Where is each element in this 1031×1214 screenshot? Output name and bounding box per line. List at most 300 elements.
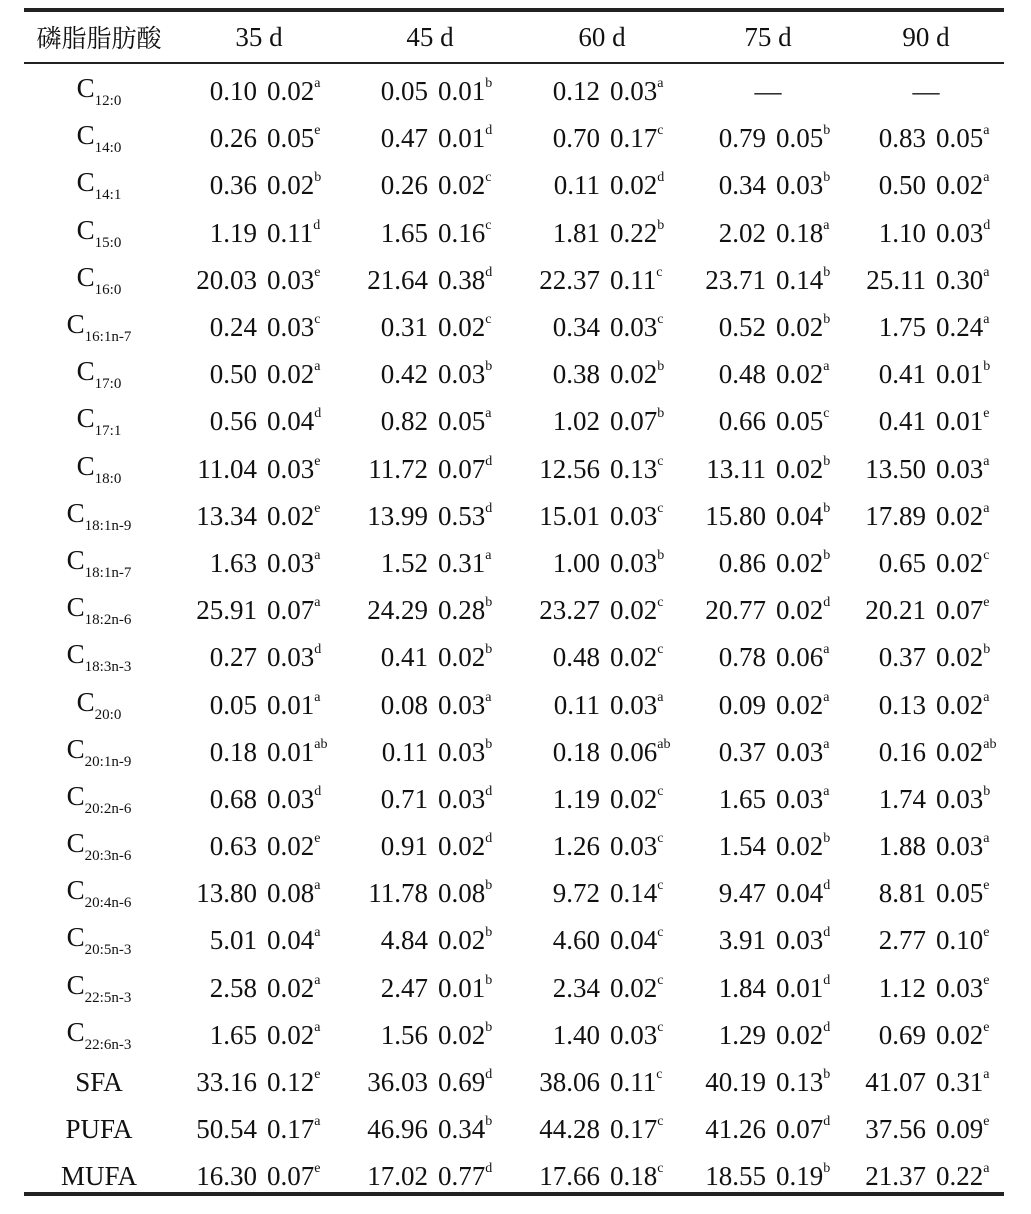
mean-value: 11.04: [197, 453, 257, 484]
sem-value: 0.11: [610, 264, 657, 295]
sem-group: [766, 406, 848, 437]
mean-value: 0.63: [209, 831, 257, 862]
sem-value: 0.02: [438, 642, 486, 673]
mean-value: 0.50: [878, 170, 926, 201]
mean-value: 15.80: [705, 500, 766, 531]
value-cell: [344, 68, 516, 115]
table-row: [24, 1012, 1004, 1059]
sem-value: 0.19: [776, 1161, 824, 1192]
sem-group: [428, 1161, 510, 1192]
sem-value: 0.11: [610, 1067, 657, 1098]
value-cell: [688, 587, 848, 634]
sem-group: [428, 784, 510, 815]
sem-value: 0.06: [610, 736, 658, 767]
significance-letter: c: [656, 1067, 663, 1083]
mean-value: 1.26: [552, 831, 600, 862]
sem-group: [428, 218, 510, 249]
sem-group: [257, 831, 339, 862]
value-cell: [174, 1106, 344, 1153]
sem-value: 0.03: [776, 736, 824, 767]
fatty-acid-base: MUFA: [60, 1161, 138, 1192]
mean-value: 0.13: [878, 689, 926, 720]
mean-value: 38.06: [539, 1067, 600, 1098]
sem-value: 0.02: [438, 170, 486, 201]
mean-value: 0.36: [209, 170, 257, 201]
sem-value: 0.12: [267, 1067, 315, 1098]
significance-letter: c: [657, 925, 664, 941]
sem-value: 0.01: [267, 689, 315, 720]
value-cell: [848, 1106, 1004, 1153]
significance-letter: a: [314, 1114, 321, 1130]
sem-value: 0.03: [610, 1019, 658, 1050]
fatty-acid-base: PUFA: [65, 1114, 133, 1145]
value-cell: [848, 540, 1004, 587]
sem-value: 0.07: [936, 595, 984, 626]
sem-group: [428, 501, 510, 532]
sem-value: 0.14: [776, 264, 824, 295]
significance-letter: e: [314, 453, 321, 469]
table-row: [24, 493, 1004, 540]
mean-value: 1.84: [718, 972, 766, 1003]
sem-value: 0.16: [438, 217, 486, 248]
significance-letter: a: [823, 689, 830, 705]
significance-letter: a: [657, 689, 664, 705]
significance-letter: c: [657, 831, 664, 847]
header-fatty-acid: 磷脂脂肪酸: [36, 24, 162, 53]
sem-value: 0.01: [936, 359, 984, 390]
significance-letter: d: [823, 878, 831, 894]
mean-value: 0.08: [380, 689, 428, 720]
mean-value: 41.26: [705, 1114, 766, 1145]
sem-value: 0.02: [610, 783, 658, 814]
sem-group: [600, 878, 682, 909]
fatty-acid-base: C: [66, 875, 85, 906]
mean-value: 0.71: [380, 783, 428, 814]
value-cell: [688, 1153, 848, 1200]
significance-letter: e: [983, 1114, 990, 1130]
sem-group: [926, 595, 1008, 626]
fatty-acid-subscript: 20:3n-6: [84, 848, 132, 865]
sem-group: [926, 406, 1008, 437]
value-cell: [174, 115, 344, 162]
mean-value: 4.60: [552, 925, 600, 956]
mean-value: 0.18: [552, 736, 600, 767]
sem-group: [926, 170, 1008, 201]
value-cell: [174, 351, 344, 398]
mean-value: 1.10: [878, 217, 926, 248]
sem-value: 0.02: [776, 689, 824, 720]
value-cell: [174, 917, 344, 964]
value-cell: [688, 634, 848, 681]
significance-letter: a: [983, 123, 990, 139]
table-row: [24, 776, 1004, 823]
sem-group: [766, 595, 848, 626]
mean-value: 1.19: [209, 217, 257, 248]
fatty-acid-base: C: [76, 450, 95, 481]
significance-letter: a: [983, 500, 990, 516]
fatty-acid-subscript: 14:0: [94, 140, 122, 157]
sem-value: 0.08: [438, 878, 486, 909]
sem-value: 0.03: [267, 642, 315, 673]
value-cell: [516, 1059, 688, 1106]
sem-group: [257, 265, 339, 296]
no-data-dash: —: [754, 76, 782, 107]
sem-group: [926, 265, 1008, 296]
value-cell: [688, 304, 848, 351]
value-cell: [516, 1153, 688, 1200]
value-cell: [344, 257, 516, 304]
sem-value: 0.14: [610, 878, 658, 909]
value-cell: [516, 446, 688, 493]
significance-letter: c: [657, 500, 664, 516]
sem-value: 0.01: [438, 972, 486, 1003]
table-row: [24, 1059, 1004, 1106]
sem-value: 0.03: [438, 783, 486, 814]
sem-group: [428, 925, 510, 956]
sem-group: [766, 548, 848, 579]
mean-value: 8.81: [878, 878, 926, 909]
significance-letter: b: [485, 1114, 493, 1130]
sem-value: 0.31: [438, 547, 486, 578]
mean-value: 1.52: [380, 547, 428, 578]
value-cell: [688, 115, 848, 162]
value-cell: [344, 729, 516, 776]
sem-value: 0.02: [936, 500, 984, 531]
fatty-acid-base: C: [76, 261, 95, 292]
value-cell: [174, 398, 344, 445]
mean-value: 23.71: [705, 264, 766, 295]
fatty-acid-name: [24, 587, 174, 634]
sem-group: [766, 501, 848, 532]
table-row: [24, 351, 1004, 398]
sem-value: 0.69: [438, 1067, 486, 1098]
mean-value: 13.34: [196, 500, 257, 531]
significance-letter: e: [983, 1019, 990, 1035]
mean-value: 0.26: [209, 123, 257, 154]
value-cell: [848, 729, 1004, 776]
value-cell: [344, 446, 516, 493]
value-cell: [848, 965, 1004, 1012]
mean-value: 11.72: [368, 453, 428, 484]
value-cell: [848, 351, 1004, 398]
mean-value: 2.02: [718, 217, 766, 248]
mean-value: 4.84: [380, 925, 428, 956]
sem-value: 0.03: [936, 972, 984, 1003]
significance-letter: e: [314, 500, 321, 516]
significance-letter: ab: [983, 736, 997, 752]
significance-letter: b: [657, 217, 665, 233]
value-cell: [688, 162, 848, 209]
mean-value: 21.64: [367, 264, 428, 295]
value-cell: [848, 634, 1004, 681]
sem-value: 0.02: [267, 831, 315, 862]
mean-value: 2.47: [380, 972, 428, 1003]
value-cell: [848, 1059, 1004, 1106]
sem-group: [428, 548, 510, 579]
sem-group: [428, 831, 510, 862]
fatty-acid-base: SFA: [75, 1067, 123, 1098]
sem-group: [600, 831, 682, 862]
fatty-acid-subscript: 18:1n-7: [84, 564, 132, 581]
fatty-acid-name: [24, 540, 174, 587]
fatty-acid-name: [24, 1059, 174, 1106]
mean-value: 0.24: [209, 312, 257, 343]
sem-group: [926, 548, 1008, 579]
fatty-acid-name: [24, 965, 174, 1012]
value-cell: [848, 304, 1004, 351]
value-cell: [516, 1012, 688, 1059]
significance-letter: e: [983, 878, 990, 894]
significance-letter: b: [485, 595, 493, 611]
sem-value: 0.18: [610, 1161, 658, 1192]
value-cell: [848, 115, 1004, 162]
fatty-acid-subscript: 20:0: [94, 706, 122, 723]
sem-value: 0.03: [438, 736, 486, 767]
value-cell: [688, 351, 848, 398]
sem-value: 0.03: [936, 453, 984, 484]
sem-value: 0.22: [936, 1161, 984, 1192]
sem-value: 0.02: [610, 595, 658, 626]
mean-value: 0.16: [878, 736, 926, 767]
sem-value: 0.02: [438, 1019, 486, 1050]
value-cell: [344, 540, 516, 587]
sem-value: 0.03: [776, 170, 824, 201]
significance-letter: c: [657, 1114, 664, 1130]
mean-value: 21.37: [865, 1161, 926, 1192]
sem-group: [926, 737, 1008, 768]
significance-letter: d: [823, 972, 831, 988]
significance-letter: a: [485, 689, 492, 705]
mean-value: 0.11: [553, 170, 600, 201]
sem-group: [428, 312, 510, 343]
fatty-acid-name: [24, 446, 174, 493]
significance-letter: b: [823, 312, 831, 328]
sem-group: [257, 123, 339, 154]
mean-value: 0.48: [552, 642, 600, 673]
significance-letter: a: [983, 1161, 990, 1177]
sem-value: 0.04: [776, 500, 824, 531]
sem-group: [428, 454, 510, 485]
header-day-90: 90 d: [902, 21, 950, 52]
significance-letter: b: [823, 547, 831, 563]
fatty-acid-subscript: 20:4n-6: [84, 895, 132, 912]
significance-letter: b: [485, 642, 493, 658]
header-row: [24, 12, 1004, 62]
fatty-acid-subscript: 17:0: [94, 376, 122, 393]
value-cell: [516, 162, 688, 209]
sem-value: 0.02: [267, 500, 315, 531]
sem-group: [257, 76, 339, 107]
sem-value: 0.10: [936, 925, 984, 956]
significance-letter: d: [485, 453, 493, 469]
sem-value: 0.02: [776, 1019, 824, 1050]
value-cell: [174, 446, 344, 493]
sem-group: [257, 312, 339, 343]
sem-group: [926, 973, 1008, 1004]
table-row: [24, 68, 1004, 115]
table-row: [24, 115, 1004, 162]
sem-group: [600, 1020, 682, 1051]
mean-value: 0.11: [553, 689, 600, 720]
sem-value: 0.02: [267, 76, 315, 107]
mean-value: 1.56: [380, 1019, 428, 1050]
value-cell: [516, 870, 688, 917]
mean-value: 0.34: [718, 170, 766, 201]
mean-value: 2.58: [209, 972, 257, 1003]
significance-letter: a: [314, 76, 321, 92]
table-row: [24, 446, 1004, 493]
sem-group: [926, 925, 1008, 956]
sem-value: 0.05: [776, 123, 824, 154]
sem-value: 0.77: [438, 1161, 486, 1192]
value-cell: [516, 917, 688, 964]
fatty-acid-base: C: [66, 780, 85, 811]
table-header: [24, 12, 1004, 62]
mean-value: 1.88: [878, 831, 926, 862]
header-day-60: 60 d: [578, 21, 626, 52]
mean-value: 0.41: [878, 359, 926, 390]
sem-group: [257, 454, 339, 485]
value-cell: [848, 162, 1004, 209]
mean-value: 18.55: [705, 1161, 766, 1192]
fatty-acid-name: [24, 1012, 174, 1059]
significance-letter: e: [314, 831, 321, 847]
significance-letter: d: [485, 1161, 493, 1177]
fatty-acid-base: C: [76, 167, 95, 198]
sem-group: [926, 642, 1008, 673]
value-cell: [516, 115, 688, 162]
fatty-acid-subscript: 20:2n-6: [84, 800, 132, 817]
sem-group: [766, 784, 848, 815]
significance-letter: e: [314, 123, 321, 139]
sem-group: [428, 359, 510, 390]
fatty-acid-base: C: [76, 120, 95, 151]
value-cell: [848, 681, 1004, 728]
sem-value: 0.07: [776, 1114, 824, 1145]
significance-letter: b: [823, 453, 831, 469]
fatty-acid-name: [24, 1153, 174, 1200]
significance-letter: e: [983, 925, 990, 941]
sem-group: [257, 1020, 339, 1051]
value-cell: [174, 729, 344, 776]
sem-value: 0.03: [267, 312, 315, 343]
significance-letter: d: [485, 783, 493, 799]
sem-value: 0.02: [936, 642, 984, 673]
sem-group: [926, 1020, 1008, 1051]
sem-value: 0.17: [610, 123, 658, 154]
mean-value: 0.65: [878, 547, 926, 578]
significance-letter: d: [314, 642, 322, 658]
table-row: [24, 965, 1004, 1012]
sem-group: [766, 642, 848, 673]
mean-value: 0.05: [380, 76, 428, 107]
value-cell: [688, 917, 848, 964]
significance-letter: b: [823, 264, 831, 280]
sem-group: [600, 1114, 682, 1145]
mean-value: 20.77: [705, 595, 766, 626]
value-cell: [688, 68, 848, 115]
fatty-acid-base: C: [76, 686, 95, 717]
sem-group: [926, 359, 1008, 390]
sem-value: 0.02: [610, 972, 658, 1003]
sem-group: [600, 76, 682, 107]
fatty-acid-name: [24, 304, 174, 351]
sem-value: 0.02: [267, 170, 315, 201]
mean-value: 0.86: [718, 547, 766, 578]
significance-letter: d: [657, 170, 665, 186]
fatty-acid-subscript: 18:1n-9: [84, 517, 132, 534]
significance-letter: c: [983, 547, 990, 563]
mean-value: 1.02: [552, 406, 600, 437]
sem-group: [926, 1067, 1008, 1098]
sem-value: 0.22: [610, 217, 658, 248]
value-cell: [344, 1059, 516, 1106]
significance-letter: a: [983, 1067, 990, 1083]
mean-value: 13.99: [367, 500, 428, 531]
significance-letter: b: [657, 406, 665, 422]
mean-value: 0.48: [718, 359, 766, 390]
fatty-acid-subscript: 18:3n-3: [84, 659, 132, 676]
mean-value: 13.11: [706, 453, 766, 484]
sem-value: 0.03: [267, 453, 315, 484]
value-cell: [848, 210, 1004, 257]
sem-group: [428, 642, 510, 673]
value-cell: [344, 162, 516, 209]
significance-letter: a: [314, 547, 321, 563]
mean-value: 0.31: [380, 312, 428, 343]
significance-letter: d: [485, 264, 493, 280]
sem-group: [600, 312, 682, 343]
sem-value: 0.02: [267, 1019, 315, 1050]
fatty-acid-base: C: [66, 922, 85, 953]
value-cell: [344, 1012, 516, 1059]
significance-letter: a: [485, 406, 492, 422]
sem-group: [600, 406, 682, 437]
value-cell: [848, 587, 1004, 634]
significance-letter: a: [485, 547, 492, 563]
fatty-acid-name: [24, 210, 174, 257]
sem-value: 0.09: [936, 1114, 984, 1145]
value-cell: [344, 398, 516, 445]
value-cell: [516, 681, 688, 728]
mean-value: 0.78: [718, 642, 766, 673]
value-cell: [688, 210, 848, 257]
sem-group: [257, 1161, 339, 1192]
mean-value: 0.47: [380, 123, 428, 154]
value-cell: [688, 493, 848, 540]
significance-letter: d: [983, 217, 991, 233]
value-cell: [688, 965, 848, 1012]
sem-group: [600, 690, 682, 721]
mean-value: 17.02: [367, 1161, 428, 1192]
value-cell: [344, 587, 516, 634]
fatty-acid-subscript: 20:5n-3: [84, 942, 132, 959]
fatty-acid-base: C: [66, 969, 85, 1000]
table-row: [24, 870, 1004, 917]
value-cell: [516, 257, 688, 304]
sem-value: 0.02: [438, 312, 486, 343]
sem-value: 0.02: [610, 170, 658, 201]
sem-group: [600, 737, 682, 768]
value-cell: [688, 446, 848, 493]
sem-group: [766, 973, 848, 1004]
significance-letter: b: [485, 76, 493, 92]
sem-value: 0.18: [776, 217, 824, 248]
mean-value: 1.81: [552, 217, 600, 248]
mean-value: 1.65: [209, 1019, 257, 1050]
fatty-acid-base: C: [66, 1016, 85, 1047]
mean-value: 16.30: [196, 1161, 257, 1192]
